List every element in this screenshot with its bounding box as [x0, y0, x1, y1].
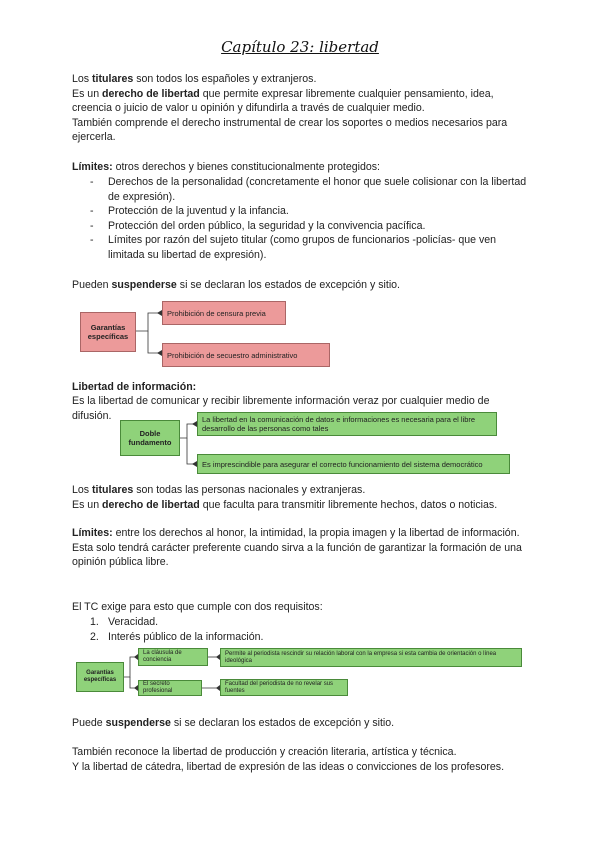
limits1-list [90, 175, 530, 263]
d2-branch-sistema-democratico: Es imprescindible para asegurar el correcto funcionamiento del sistema democrático [197, 454, 510, 474]
info2-p2-pre: Es un [72, 498, 103, 511]
intro-paragraph [72, 72, 532, 145]
d3-mid-secreto: El secreto profesional [138, 680, 202, 696]
closing-p1: También reconoce la libertad de producción y creación literaria, artística y técnica. [72, 746, 457, 758]
list-number: 1. [90, 616, 99, 628]
d1-branch-censura: Prohibición de censura previa [162, 301, 286, 325]
suspend2-post: si se declaran los estados de excepción y sitio. [170, 717, 395, 729]
d3-leaf-clausula: Permite al periodista rescindir su relación laboral con la empresa si esta cambia de orientación o línea ideológica [220, 648, 522, 667]
d3-leaf-secreto: Facultad del periodista de no revelar sus fuentes [220, 679, 348, 696]
info2-paragraph [72, 483, 532, 512]
d3-mid-clausula: La cláusula de conciencia [138, 648, 208, 666]
suspend1-post: si se declaran los estados de excepción y sitio. [176, 279, 401, 291]
intro-p3: También comprende el derecho instrumental de crear los soportes o medios necesarios para ejercerla. [72, 116, 508, 144]
intro-p1-pre: Los [72, 73, 93, 85]
list-item [90, 615, 530, 630]
intro-p1-bold: titulares [92, 73, 134, 85]
suspend2-pre: Puede [72, 717, 106, 729]
info-text: Es la libertad de comunicar y recibir libremente información veraz por cualquier medio de difusión. [72, 395, 490, 422]
closing-p2: Y la libertad de cátedra, libertad de expresión de las ideas o convicciones de los profesores. [72, 760, 505, 773]
intro-p2-pre: Es un [72, 87, 103, 100]
suspend1-pre: Pueden [72, 279, 112, 291]
list-number: 2. [90, 630, 99, 643]
info2-p1-bold: titulares [92, 484, 134, 496]
limits2-paragraph [72, 526, 527, 570]
suspend1-bold: suspenderse [111, 279, 177, 291]
suspend2-line [72, 716, 532, 731]
limits1-line [72, 160, 532, 175]
list-item: - Límites por razón del sujeto titular (como grupos de funcionarios -policías- que ven limitada su libertad de expresión). [90, 233, 530, 262]
suspend1-line [72, 278, 532, 293]
intro-p2-bold: derecho de libertad [102, 87, 200, 100]
info-heading [72, 380, 532, 395]
page-title: Capítulo 23: libertad [221, 38, 379, 56]
list-item: - Protección del orden público, la seguridad y la convivencia pacífica. [90, 219, 530, 234]
limits2-text: entre los derechos al honor, la intimidad, la propia imagen y la libertad de información. [112, 527, 520, 539]
suspend2-bold: suspenderse [105, 717, 171, 729]
info2-p1-post: son todas las personas nacionales y extranjeras. [133, 484, 366, 496]
limits1-text: otros derechos y bienes constitucionalmente protegidos: [112, 161, 380, 173]
d2-connector-top [180, 424, 197, 438]
d1-root-box: Garantías específicas [80, 312, 136, 352]
info2-p2-post: que faculta para transmitir libremente hechos, datos o noticias. [199, 498, 498, 511]
d3-root-box: Garantías específicas [76, 662, 124, 692]
limits2-p2: Esta solo tendrá carácter preferente cuando sirva a la función de garantizar la formación de una opinión pública libre. [72, 541, 522, 569]
d2-branch-libre-desarrollo: La libertad en la comunicación de datos e informaciones es necesaria para el libre desarrollo de las personas como tales [197, 412, 497, 436]
d1-connector-bottom [148, 331, 162, 353]
tc-text: El TC exige para esto que cumple con dos requisitos: [72, 601, 323, 613]
tc-list [90, 615, 530, 644]
intro-p1-post: son todos los españoles y extranjeros. [133, 73, 317, 85]
d3-connector-top [124, 657, 138, 677]
info2-p2-bold: derecho de libertad [102, 498, 200, 511]
list-text: Veracidad. [108, 616, 159, 628]
info2-p1-pre: Los [72, 484, 93, 496]
d2-root-box: Doble fundamento [120, 420, 180, 456]
list-text: Interés público de la información. [108, 630, 264, 643]
d1-connector-top [136, 313, 162, 331]
d2-connector-bottom [187, 438, 197, 464]
info-heading-text: Libertad de información: [72, 381, 197, 393]
limits2-bold: Límites: [72, 527, 113, 539]
list-item [90, 630, 530, 645]
limits1-bold: Límites: [72, 161, 113, 173]
d3-connector-bottom [130, 677, 138, 688]
list-item: - Protección de la juventud y la infancia. [90, 204, 530, 219]
d1-branch-secuestro: Prohibición de secuestro administrativo [162, 343, 330, 367]
intro-p2-post: que permite expresar libremente cualquier pensamiento, idea, creencia o juicio de valor u opinión y difundirla a través de cualquier medio. [72, 87, 494, 115]
closing-paragraph [72, 745, 542, 774]
list-item: - Derechos de la personalidad (concretamente el honor que suele colisionar con la libertad de expresión). [90, 175, 530, 204]
